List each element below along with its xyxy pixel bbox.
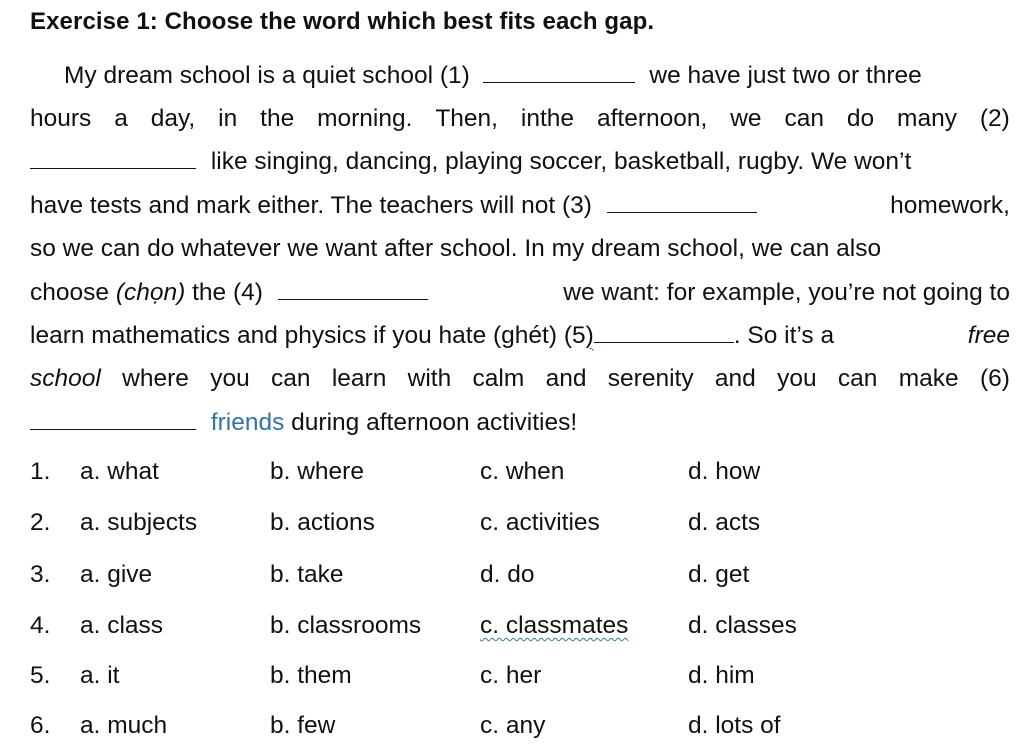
passage-highlight-word: friends bbox=[210, 409, 285, 436]
option-d[interactable]: d. get bbox=[688, 561, 750, 588]
passage-line-8 bbox=[30, 364, 1010, 394]
question-number: 6. bbox=[30, 712, 51, 739]
passage-text: during afternoon activities! bbox=[291, 409, 578, 436]
question-row bbox=[0, 509, 1024, 543]
passage-line-5 bbox=[30, 234, 881, 264]
option-b[interactable]: b. them bbox=[270, 662, 352, 689]
passage-word: you bbox=[777, 365, 817, 392]
question-number: 1. bbox=[30, 458, 51, 485]
option-a[interactable]: a. give bbox=[80, 561, 153, 588]
question-row bbox=[0, 458, 1024, 492]
option-c[interactable]: d. do bbox=[480, 561, 535, 588]
gap-1-blank[interactable] bbox=[483, 62, 635, 83]
passage-word: and bbox=[714, 365, 756, 392]
passage-text: so we can do whatever we want after school. In my dream school, we can also bbox=[30, 235, 882, 262]
option-c[interactable]: c. activities bbox=[480, 509, 600, 536]
option-b[interactable]: b. few bbox=[270, 712, 336, 739]
passage-text: ) bbox=[585, 322, 594, 349]
passage-line-1 bbox=[64, 61, 922, 91]
question-number: 4. bbox=[30, 612, 51, 639]
gap-4-blank[interactable] bbox=[278, 279, 428, 300]
passage-word: in bbox=[218, 105, 238, 132]
exercise-title: Exercise 1: Choose the word which best fits each gap. bbox=[30, 8, 655, 35]
gap-5-blank[interactable] bbox=[594, 322, 734, 343]
question-number: 5. bbox=[30, 662, 51, 689]
passage-word: the bbox=[260, 105, 295, 132]
option-d[interactable]: d. him bbox=[688, 662, 755, 689]
passage-word: can bbox=[837, 365, 878, 392]
option-c[interactable]: c. her bbox=[480, 662, 542, 689]
passage-word: (6) bbox=[979, 365, 1010, 392]
option-a[interactable]: a. subjects bbox=[80, 509, 198, 536]
option-b[interactable]: b. where bbox=[270, 458, 364, 485]
option-b[interactable]: b. classrooms bbox=[270, 612, 422, 639]
option-a[interactable]: a. what bbox=[80, 458, 159, 485]
passage-word: morning. bbox=[317, 105, 413, 132]
question-number: 3. bbox=[30, 561, 51, 588]
passage-text: like singing, dancing, playing soccer, basketball, rugby. We won’t bbox=[210, 148, 912, 175]
passage-italic-note: (chọn) bbox=[115, 279, 186, 306]
option-a[interactable]: a. much bbox=[80, 712, 168, 739]
passage-text: have tests and mark either. The teachers will not (3) bbox=[30, 192, 592, 219]
passage-word: do bbox=[846, 105, 875, 132]
passage-word: inthe bbox=[520, 105, 575, 132]
passage-word: many bbox=[897, 105, 957, 132]
passage-word: afternoon, bbox=[596, 105, 708, 132]
question-row bbox=[0, 612, 1024, 646]
passage-word: can bbox=[271, 365, 311, 392]
passage-line-3 bbox=[30, 147, 911, 177]
option-c[interactable]: c. any bbox=[480, 712, 546, 739]
option-a[interactable]: a. class bbox=[80, 612, 164, 639]
passage-word: calm bbox=[472, 365, 525, 392]
passage-line-2 bbox=[30, 104, 1010, 134]
passage-text: the (4) bbox=[192, 279, 263, 306]
passage-word: serenity bbox=[607, 365, 694, 392]
passage-word: learn bbox=[331, 365, 387, 392]
passage-italic-word: school bbox=[30, 365, 101, 392]
passage-text: we want: for example, you’re not going to bbox=[563, 279, 1010, 306]
passage-text: we have just two or three bbox=[649, 62, 922, 89]
question-row bbox=[0, 662, 1024, 696]
passage-text: My dream school is a quiet school (1) bbox=[64, 62, 470, 89]
passage-line-6 bbox=[30, 278, 1010, 308]
gap-6-blank[interactable] bbox=[30, 409, 196, 430]
passage-word: you bbox=[210, 365, 250, 392]
option-d[interactable]: d. lots of bbox=[688, 712, 781, 739]
option-c[interactable]: c. classmates bbox=[480, 612, 629, 639]
passage-text: . So it’s a bbox=[733, 322, 835, 349]
option-d[interactable]: d. acts bbox=[688, 509, 761, 536]
question-row bbox=[0, 561, 1024, 595]
question-row bbox=[0, 712, 1024, 746]
passage-text: choose bbox=[30, 279, 110, 306]
option-d[interactable]: d. classes bbox=[688, 612, 797, 639]
question-number: 2. bbox=[30, 509, 51, 536]
passage-word: and bbox=[545, 365, 587, 392]
passage-word: where bbox=[122, 365, 189, 392]
passage-word: a bbox=[114, 105, 128, 132]
passage-word: day, bbox=[150, 105, 196, 132]
passage-word: we bbox=[730, 105, 762, 132]
passage-line-7 bbox=[30, 321, 1010, 351]
option-b[interactable]: b. take bbox=[270, 561, 344, 588]
gap-2-blank[interactable] bbox=[30, 148, 196, 169]
passage-word: make bbox=[898, 365, 959, 392]
option-b[interactable]: b. actions bbox=[270, 509, 375, 536]
passage-italic-word: free bbox=[967, 322, 1010, 349]
passage-word: Then, bbox=[435, 105, 498, 132]
passage-word: (2) bbox=[979, 105, 1010, 132]
passage-word: can bbox=[784, 105, 824, 132]
option-d[interactable]: d. how bbox=[688, 458, 761, 485]
passage-word: hours bbox=[30, 105, 92, 132]
option-c[interactable]: c. when bbox=[480, 458, 565, 485]
passage-text: learn mathematics and physics if you hate (ghét) (5 bbox=[30, 322, 586, 349]
passage-line-9 bbox=[30, 408, 577, 438]
passage-word: with bbox=[407, 365, 452, 392]
option-a[interactable]: a. it bbox=[80, 662, 120, 689]
gap-3-blank[interactable] bbox=[607, 192, 757, 213]
passage-line-4 bbox=[30, 191, 1010, 221]
passage-text: homework, bbox=[890, 192, 1010, 219]
